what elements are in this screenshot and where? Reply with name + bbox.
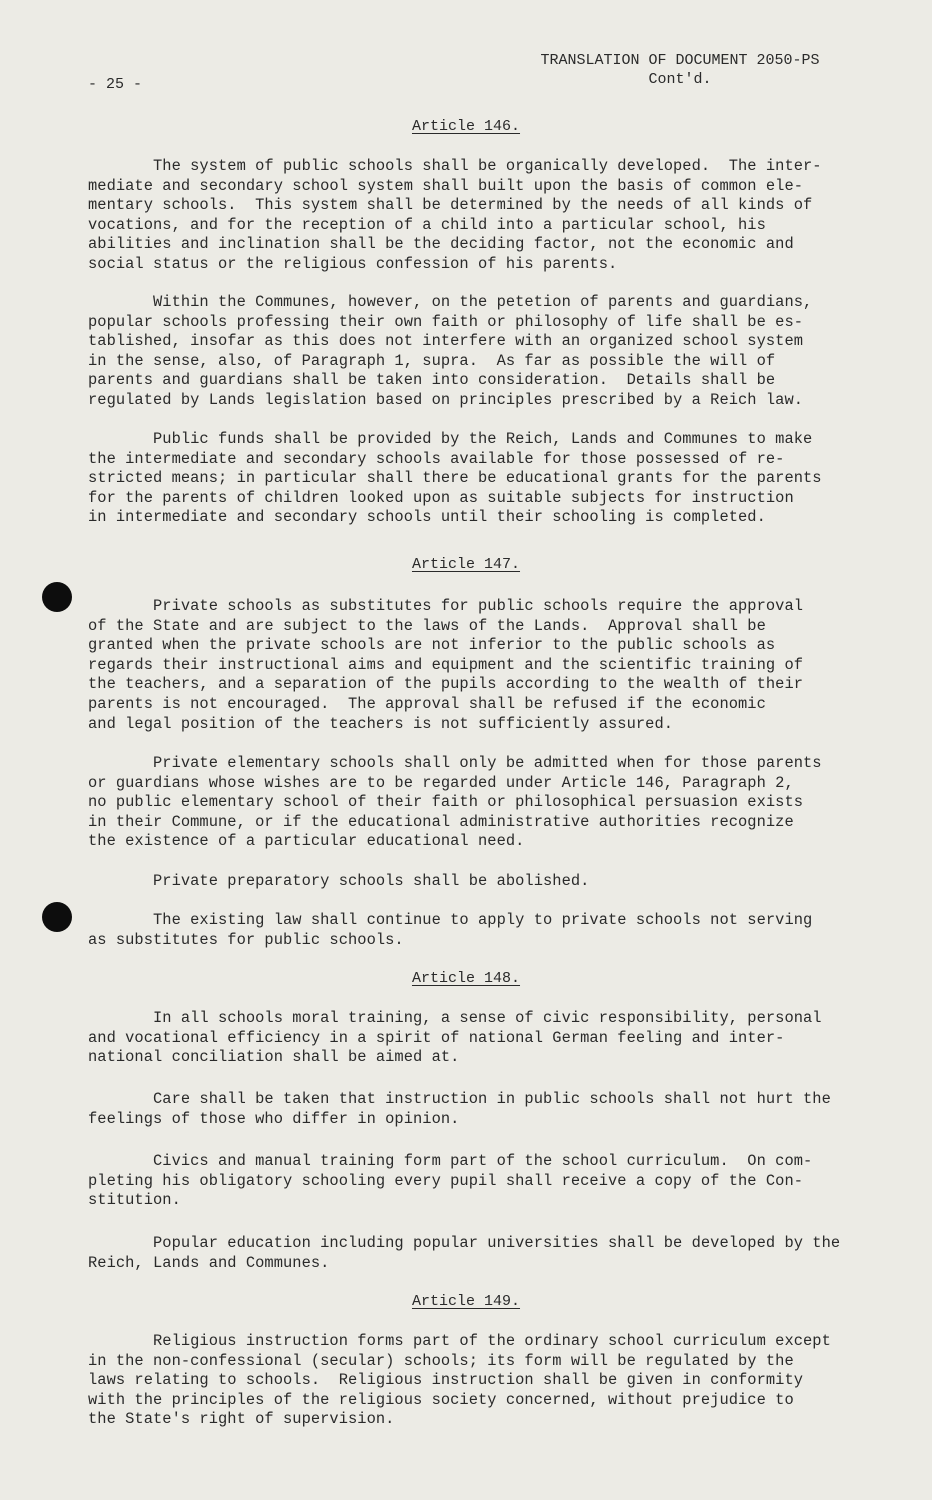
article-heading: Article 149.: [411, 1293, 521, 1310]
article-paragraph: In all schools moral training, a sense of civic responsibility, personal and vocational efficiency in a spirit of national German feeling and inter- national conciliation shall be aimed at.: [88, 1009, 822, 1067]
margin-smudge: [8, 262, 48, 272]
article-paragraph: The existing law shall continue to apply to private schools not serving as substitutes for public schools.: [88, 911, 813, 949]
article-paragraph: Public funds shall be provided by the Reich, Lands and Communes to make the intermediate and secondary schools available for those possessed of re- stricted means; in particular shall there be educational grants for the parents for the parents of children looked upon as suitable subjects for instruction in intermediate and secondary schools until their schooling is completed.: [88, 430, 822, 527]
document-header: [530, 51, 830, 89]
translation-title: TRANSLATION OF DOCUMENT 2050-PS: [540, 52, 820, 69]
article-heading: Article 148.: [411, 970, 521, 987]
article-paragraph: Private preparatory schools shall be abolished.: [88, 872, 590, 890]
continued-label: Cont'd.: [648, 71, 712, 88]
article-paragraph: Private schools as substitutes for public schools require the approval of the State and are subject to the laws of the Lands. Approval shall be granted when the private schools are not inferior to the public schools as regards their instructional aims and equipment and the scientific training of the teachers, and a separation of the pupils according to the wealth of their parents is not encouraged. The approval shall be refused if the economic and legal position of the teachers is not sufficiently assured.: [88, 597, 804, 733]
article-heading: Article 146.: [411, 118, 521, 135]
article-paragraph: Religious instruction forms part of the ordinary school curriculum except in the non-confessional (secular) schools; its form will be regulated by the laws relating to schools. Religious instruction shall be given in conformity with the principles of the religious society concerned, without prejudice to the State's right of supervision.: [88, 1332, 831, 1429]
article-paragraph: Private elementary schools shall only be admitted when for those parents or guardians whose wishes are to be regarded under Article 146, Paragraph 2, no public elementary school of their faith or philosophical persuasion exists in their Commune, or if the educational administrative authorities recognize the existence of a particular educational need.: [88, 754, 822, 851]
article-paragraph: Within the Communes, however, on the petetion of parents and guardians, popular schools professing their own faith or philosophy of life shall be es- tablished, insofar as this does not interfere with an organized school system in the sense, also, of Paragraph 1, supra. As far as possible the will of parents and guardians shall be taken into consideration. Details shall be regulated by Lands legislation based on principles prescribed by a Reich law.: [88, 293, 813, 409]
article-paragraph: Civics and manual training form part of the school curriculum. On com- pleting his obligatory schooling every pupil shall receive a copy of the Con- stitution.: [88, 1152, 813, 1210]
article-paragraph: Popular education including popular universities shall be developed by the Reich, Lands and Communes.: [88, 1234, 841, 1272]
article-paragraph: The system of public schools shall be organically developed. The inter- mediate and secondary school system shall built upon the basis of common ele- mentary schools. This system shall be determined by the needs of all kinds of vocations, and for the reception of a child into a particular school, his abilities and inclination shall be the deciding factor, not the economic and social status or the religious confession of his parents.: [88, 157, 822, 273]
punch-hole-icon: [42, 902, 72, 932]
article-heading: Article 147.: [411, 556, 521, 573]
punch-hole-icon: [42, 582, 72, 612]
page-number: - 25 -: [88, 76, 143, 93]
article-paragraph: Care shall be taken that instruction in public schools shall not hurt the feelings of those who differ in opinion.: [88, 1090, 831, 1128]
